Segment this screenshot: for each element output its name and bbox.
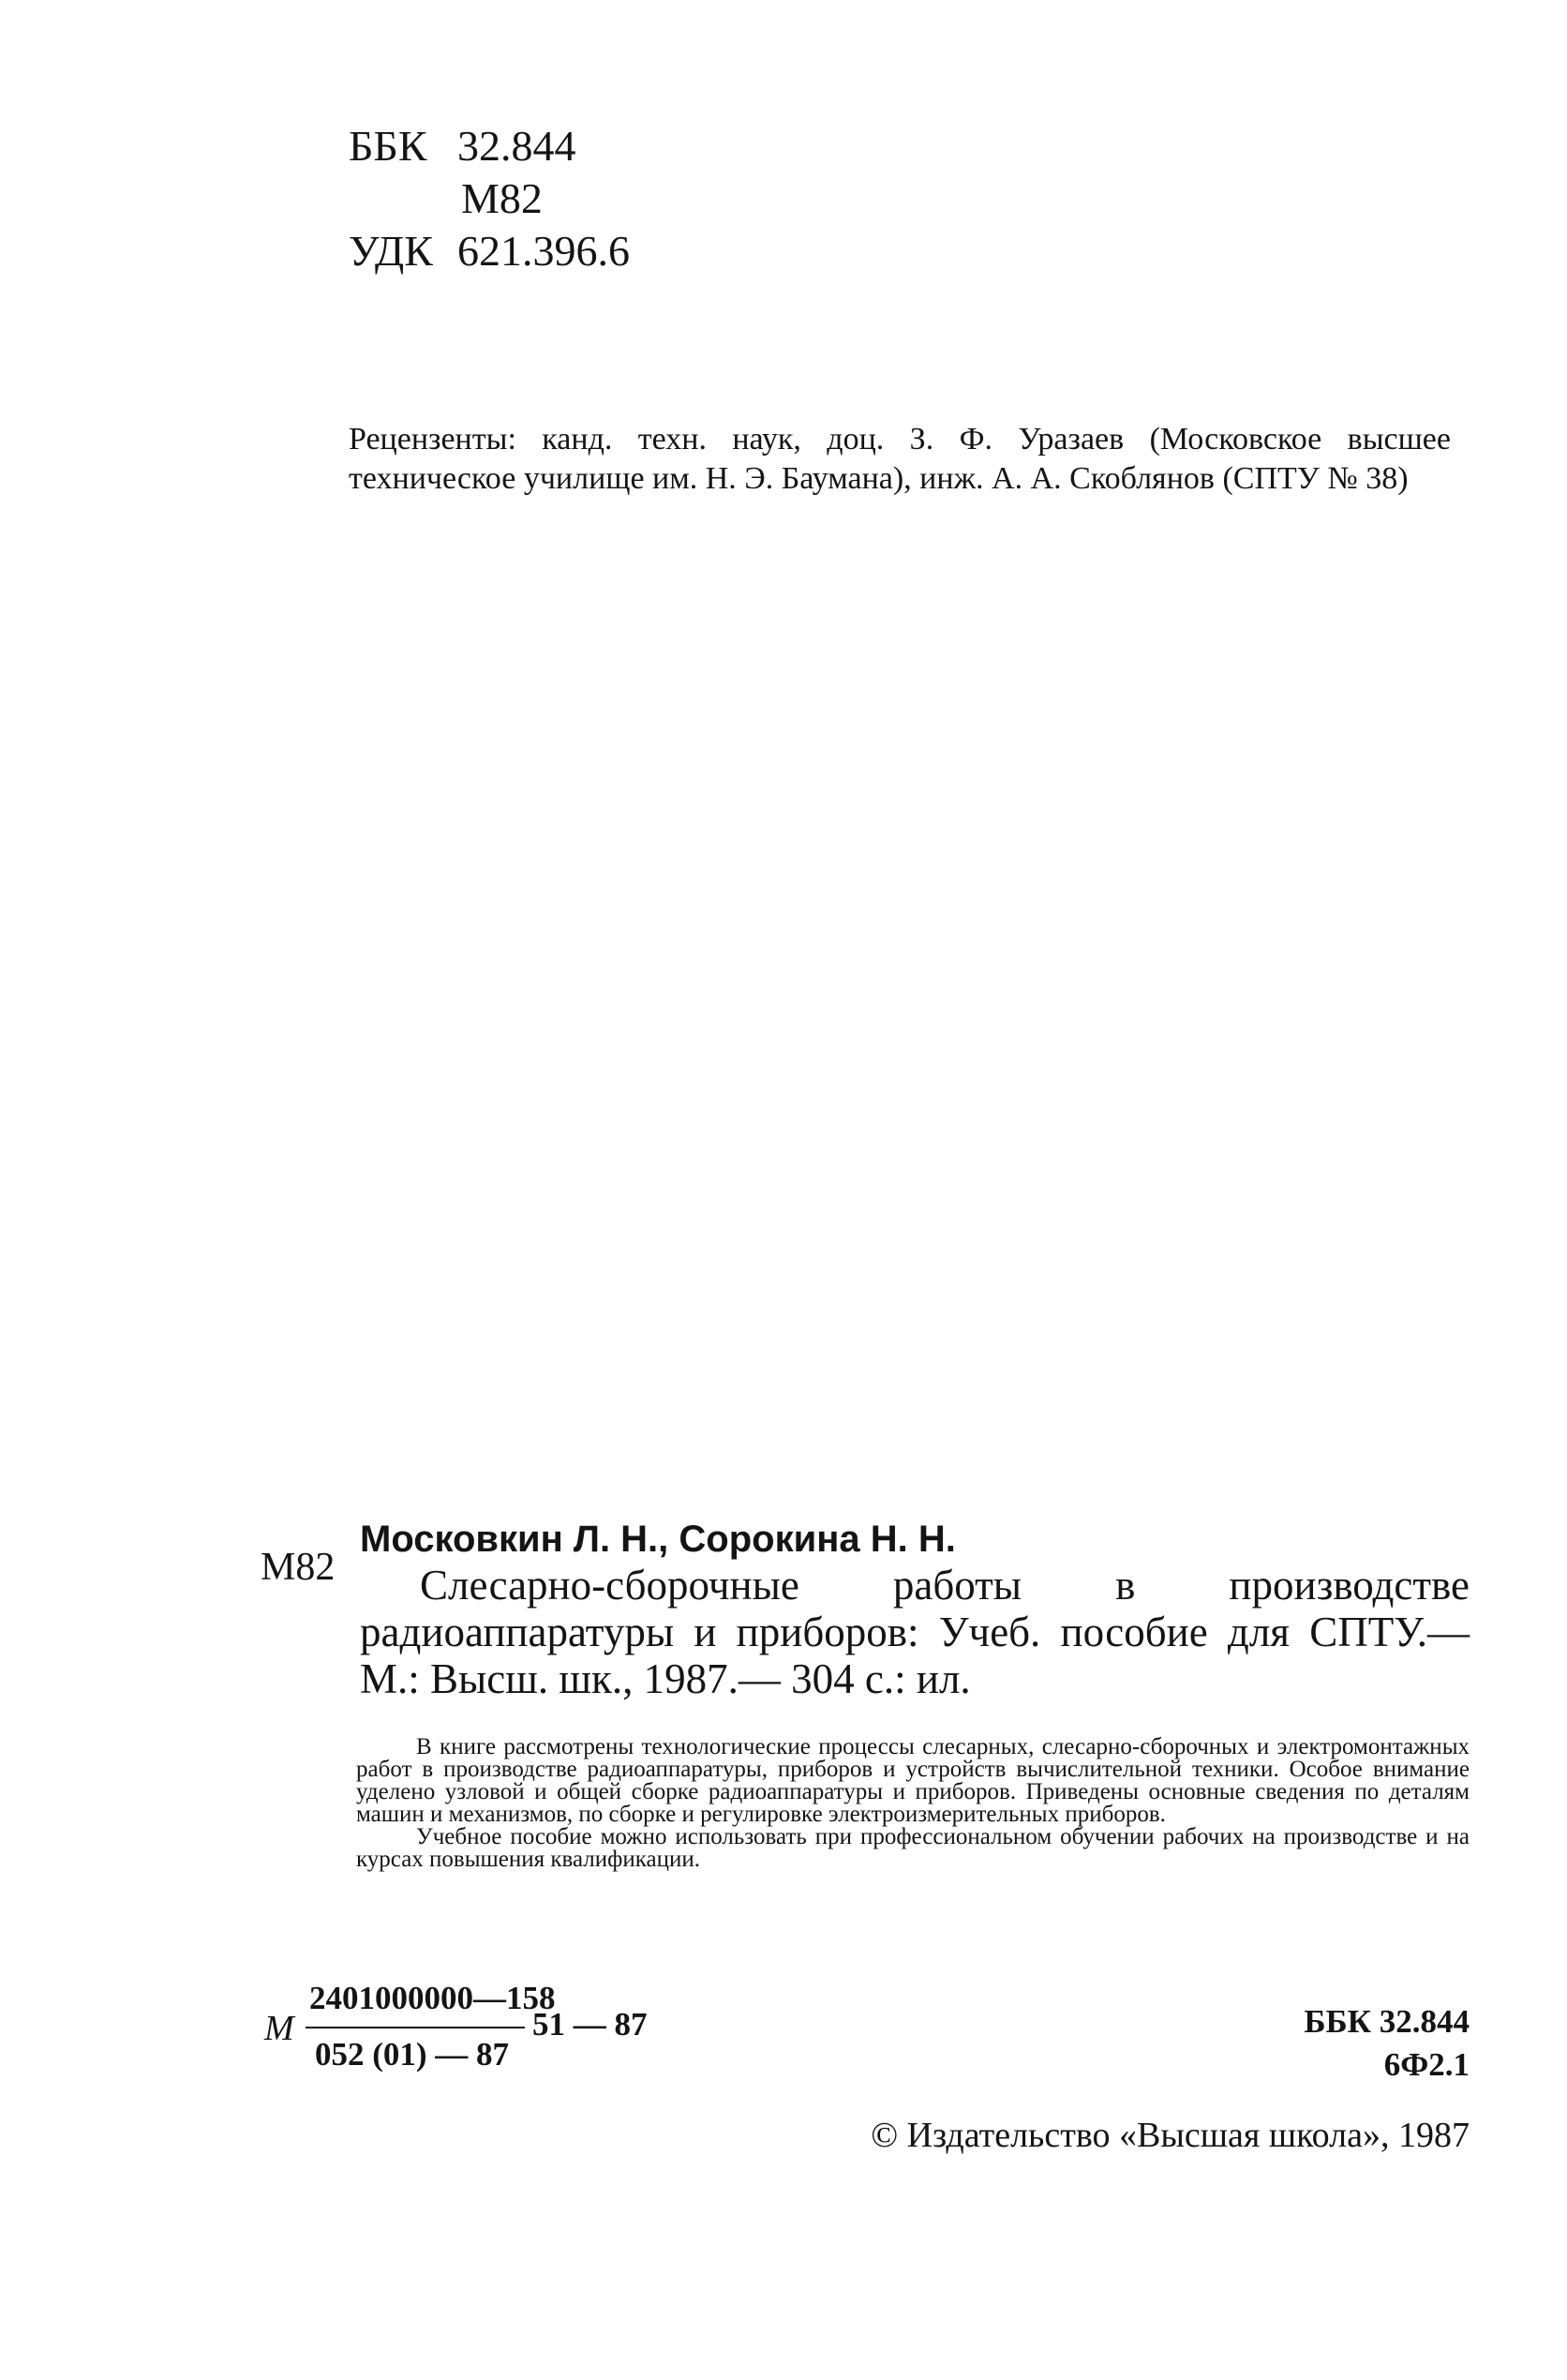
author-sign-row <box>349 172 630 225</box>
index-suffix: 51 — 87 <box>532 2006 648 2043</box>
reviewers-text: Рецензенты: канд. техн. наук, доц. З. Ф. Уразаев (Московское высшее техническое училище им. Н. Э. Баумана), инж. А. А. Скоблянов (СПТУ № 38) <box>349 422 1451 496</box>
bbk-row <box>349 120 630 172</box>
udk-value: 621.396.6 <box>457 227 630 275</box>
fraction-line <box>306 2027 525 2028</box>
book-title: Слесарно-сборочные работы в производстве радиоаппаратуры и приборов: Учеб. пособие для СПТУ.— М.: Высш. шк., 1987.— 304 с.: ил. <box>360 1562 1470 1702</box>
annotation-paragraph: В книге рассмотрены технологические процессы слесарных, слесарно-сборочных и электромонтажных работ в производстве радиоаппаратуры, приборов и устройств вычислительной техники. Особое внимание уделено узловой и общей сборке радиоаппаратуры и приборов. Приведены основные сведения по деталям машин и механизмов, по сборке и регулировке электроизмерительных приборов. <box>356 1734 1470 1827</box>
book-authors: Московкин Л. Н., Сорокина Н. Н. <box>360 1519 956 1560</box>
index-denominator: 052 (01) — 87 <box>315 2036 510 2073</box>
annotation <box>356 1736 1470 1871</box>
bbk-bottom <box>1304 2000 1470 2087</box>
bbk-label: ББК <box>349 122 427 170</box>
bbk-bottom-line1: ББК 32.844 <box>1304 2003 1470 2040</box>
catalog-code: М82 <box>261 1546 336 1589</box>
udk-label: УДК <box>349 227 433 275</box>
index-numerator: 2401000000—158 <box>309 1980 556 2016</box>
bbk-value: 32.844 <box>457 122 576 170</box>
annotation-paragraph: Учебное пособие можно использовать при профессиональном обучении рабочих на производстве и на курсах повышения квалификации. <box>356 1824 1470 1872</box>
index-letter: М <box>264 2009 294 2048</box>
classification-block <box>349 120 630 277</box>
bbk-bottom-line2: 6Ф2.1 <box>1383 2046 1470 2083</box>
udk-row <box>349 225 630 277</box>
copyright-notice: © Издательство «Высшая школа», 1987 <box>871 2116 1470 2155</box>
author-sign: М82 <box>461 174 543 222</box>
